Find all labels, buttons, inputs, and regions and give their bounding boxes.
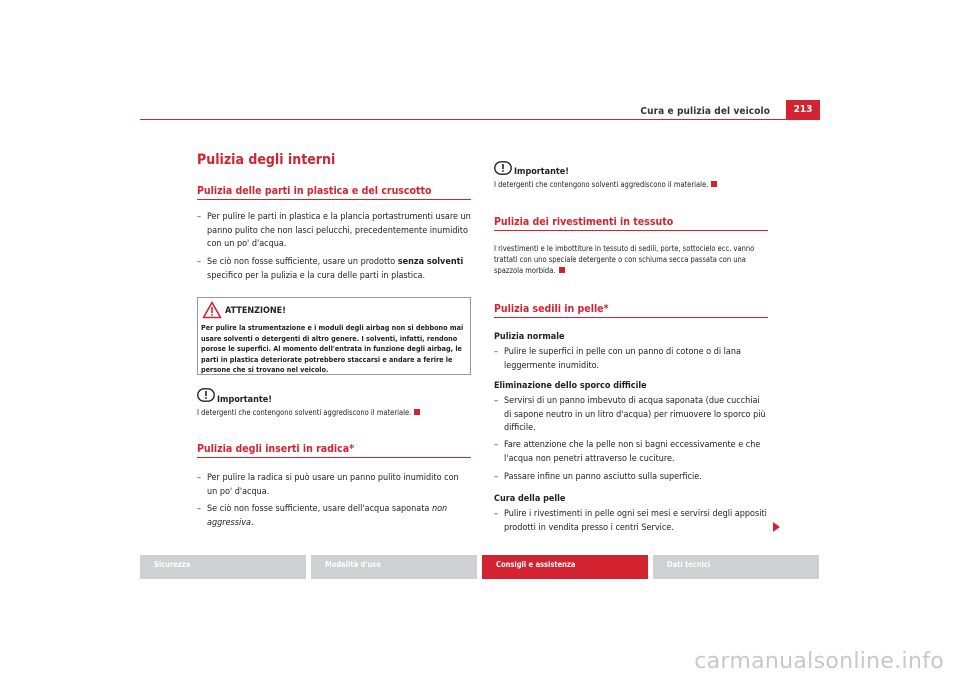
warning-text: Per pulire la strumentazione e i moduli degli airbag non si debbono mai usare solventi o detergenti di altro genere. I solventi, infatti, rendono porose le superfici. Al momento dell'entrata in funzione degli airbag, le parti in plastica deteriorate potrebbero staccarsi e andare a ferire le persone che si trovano nel veicolo. [201,323,464,375]
warning-title: ATTENZIONE! [225,306,286,316]
continue-arrow-icon [773,522,780,532]
section-rule [197,457,471,458]
section-rule [494,317,768,318]
end-mark [414,409,420,415]
important-title: Importante! [217,395,272,405]
section-heading-wood-inserts: Pulizia degli inserti in radica* [197,443,355,455]
section-rule [197,199,471,200]
warning-header [199,299,469,323]
list-item: – Fare attenzione che la pelle non si bagni eccessivamente e che l'acqua non penetri attraverso le cuciture. [494,440,761,464]
list-item: – Servirsi di un panno imbevuto di acqua saponata (due cucchiai di sapone neutro in un litro d'acqua) per rimuovere lo sporco più difficile. [494,396,766,433]
section-heading-leather: Pulizia sedili in pelle* [494,303,609,315]
watermark: carmanualsonline.info [694,649,944,674]
end-mark [559,267,565,273]
list-item: – Per pulire la radica si può usare un panno pulito inumidito con un po' d'acqua. [197,473,459,497]
list-item: – Pulire i rivestimenti in pelle ogni sei mesi e servirsi degli appositi prodotti in vendita presso i centri Service. [494,509,767,533]
section-heading-plastic: Pulizia delle parti in plastica e del cruscotto [197,185,432,197]
header-rule [140,119,820,120]
list-item: – Pulire le superfici in pelle con un panno di cotone o di lana leggermente inumidito. [494,347,741,371]
list-item: – Se ciò non fosse sufficiente, usare dell'acqua saponata non aggressiva. [197,504,448,528]
page-number: 213 [786,100,820,120]
footer-tab-advice[interactable]: Consigli e assistenza [482,555,648,579]
important-text: I detergenti che contengono solventi aggrediscono il materiale. [494,179,768,190]
subheading-difficult-dirt: Eliminazione dello sporco difficile [494,381,647,391]
running-header-title: Cura e pulizia del veicolo [640,106,770,117]
important-icon [197,387,215,406]
section-rule [494,230,768,231]
footer-tab-usage[interactable]: Modalità d'uso [311,555,477,579]
subheading-normal-cleaning: Pulizia normale [494,332,565,342]
important-text: I detergenti che contengono solventi aggrediscono il materiale. [197,407,471,418]
fabric-paragraph: I rivestimenti e le imbottiture in tessuto di sedili, porte, sottocielo ecc. vanno trattati con uno speciale detergente o con schiuma secca passata con una spazzola morbida. [494,244,755,275]
footer-tab-technical-data[interactable]: Dati tecnici [653,555,819,579]
list-item: – Passare infine un panno asciutto sulla superficie. [494,472,702,482]
important-title: Importante! [514,167,569,177]
end-mark [711,181,717,187]
important-icon [494,160,512,179]
section-heading-fabric: Pulizia dei rivestimenti in tessuto [494,216,674,228]
page-title: Pulizia degli interni [197,152,336,168]
subheading-leather-care: Cura della pelle [494,494,566,504]
warning-triangle-icon [202,301,222,323]
footer-tab-safety[interactable]: Sicurezza [140,555,306,579]
list-item: – Se ciò non fosse sufficiente, usare un prodotto senza solventi specifico per la pulizia e la cura delle parti in plastica. [197,257,464,281]
list-item: – Per pulire le parti in plastica e la plancia portastrumenti usare un panno pulito che non lasci pelucchi, precedentemente inumidito con un po' d'acqua. [197,212,471,249]
warning-box [197,297,471,375]
